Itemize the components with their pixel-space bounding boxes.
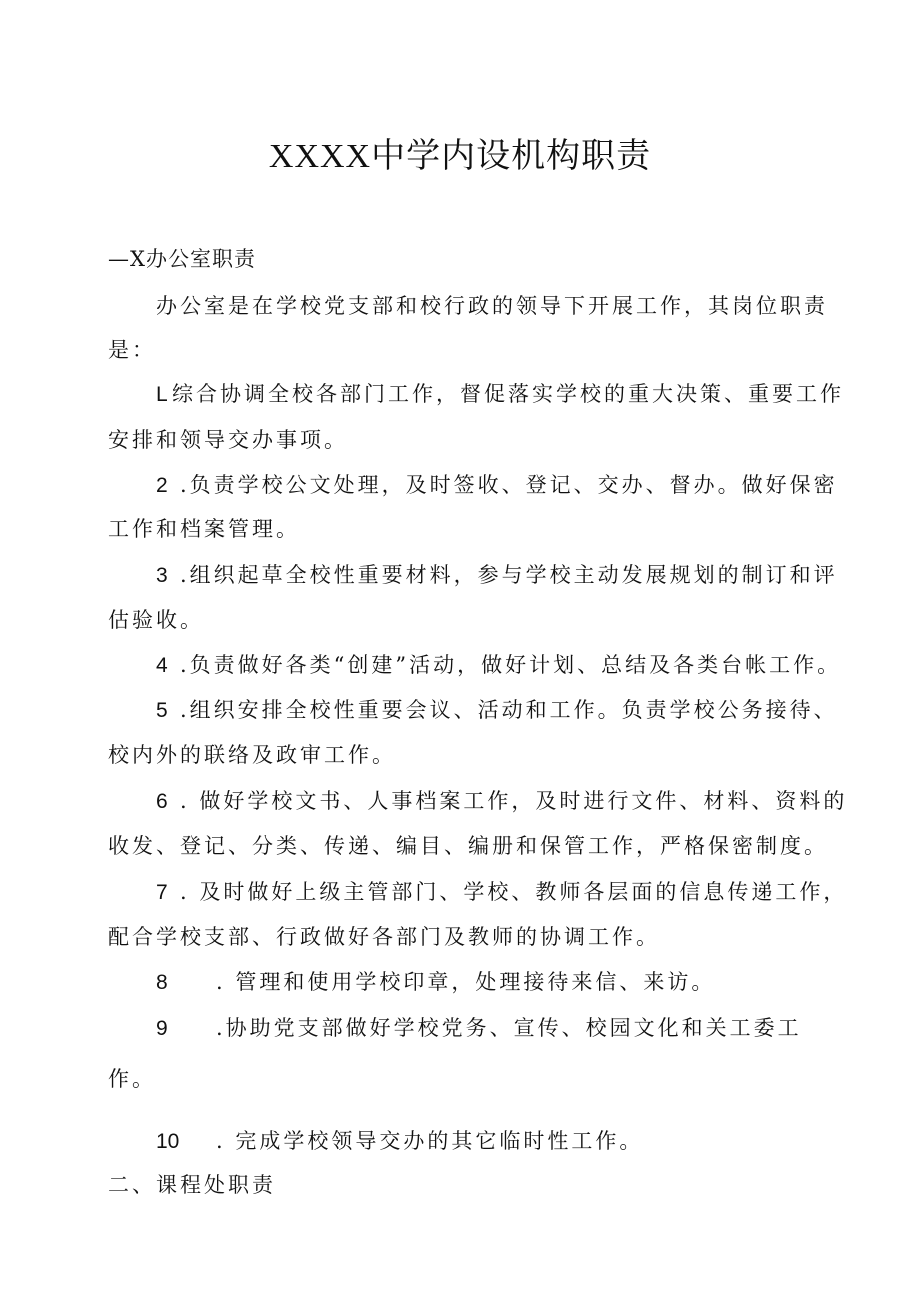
item-text: .负责做好各类“创建”活动，做好计划、总结及各类台帐工作。 — [180, 653, 842, 677]
intro-line-1: 办公室是在学校党支部和校行政的领导下开展工作，其岗位职责 — [156, 294, 828, 318]
item-text: .组织安排全校性重要会议、活动和工作。负责学校公务接待、 — [180, 698, 838, 722]
item-text: . 及时做好上级主管部门、学校、教师各层面的信息传递工作， — [180, 880, 848, 904]
intro-line-2: 是： — [108, 338, 156, 362]
item-number: 6 — [156, 790, 168, 813]
document-title: XXXX中学内设机构职责 — [268, 138, 652, 175]
section-heading-curriculum: 二、课程处职责 — [108, 1173, 276, 1197]
item-text: . 完成学校领导交办的其它临时性工作。 — [216, 1129, 644, 1153]
item-text-cont: 配合学校支部、行政做好各部门及教师的协调工作。 — [108, 925, 660, 949]
item-text: .协助党支部做好学校党务、宣传、校园文化和关工委工 — [216, 1016, 802, 1040]
item-number: 8 — [156, 971, 168, 994]
item-text-cont: 作。 — [108, 1067, 156, 1091]
item-text-cont: 校内外的联络及政审工作。 — [108, 743, 396, 767]
item-number: 7 — [156, 881, 168, 904]
item-text: . 做好学校文书、人事档案工作，及时进行文件、材料、资料的 — [180, 789, 848, 813]
item-text-cont: 安排和领导交办事项。 — [108, 428, 348, 452]
item-number: 4 — [156, 654, 168, 677]
item-text-cont: 估验收。 — [108, 608, 204, 632]
item-text-cont: 收发、登记、分类、传递、编目、编册和保管工作，严格保密制度。 — [108, 834, 828, 858]
item-number: 5 — [156, 699, 168, 722]
item-text: .负责学校公文处理，及时签收、登记、交办、督办。做好保密 — [180, 473, 838, 497]
item-text: . 管理和使用学校印章，处理接待来信、来访。 — [216, 970, 716, 994]
section-heading-office: —X办公室职责 — [108, 247, 256, 271]
item-text-cont: 工作和档案管理。 — [108, 517, 300, 541]
item-text: 综合协调全校各部门工作，督促落实学校的重大决策、重要工作 — [172, 382, 844, 406]
item-text: .组织起草全校性重要材料，参与学校主动发展规划的制订和评 — [180, 563, 838, 587]
item-number: 10 — [156, 1130, 180, 1153]
item-number: 3 — [156, 564, 168, 587]
item-number: L — [156, 383, 168, 406]
item-number: 2 — [156, 474, 168, 497]
item-number: 9 — [156, 1017, 168, 1040]
